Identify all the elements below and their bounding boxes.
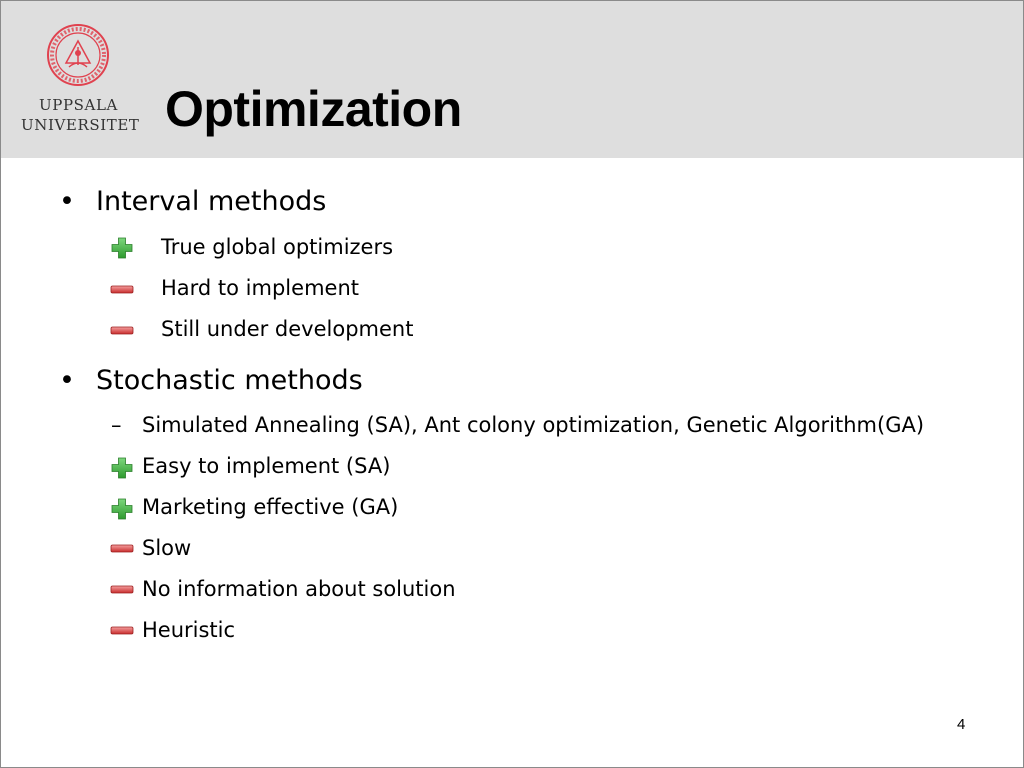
minus-icon: [110, 277, 134, 301]
dash-marker: –: [111, 413, 122, 437]
university-seal-logo: [46, 23, 110, 87]
sub-item-still-under-development: Still under development: [161, 317, 414, 341]
wordmark-line-2: UNIVERSITET: [21, 116, 140, 134]
sub-item-slow: Slow: [142, 536, 192, 560]
sub-item-hard-to-implement: Hard to implement: [161, 276, 359, 300]
minus-icon: [110, 536, 134, 560]
sub-item-marketing-effective: Marketing effective (GA): [142, 495, 399, 519]
slide-title: Optimization: [165, 81, 462, 137]
plus-icon: [110, 456, 134, 480]
sub-item-no-information: No information about solution: [142, 577, 456, 601]
bullet-dot: •: [59, 365, 75, 396]
bullet-label: Stochastic methods: [96, 365, 363, 396]
plus-icon: [110, 236, 134, 260]
minus-icon: [110, 577, 134, 601]
plus-icon: [110, 497, 134, 521]
minus-icon: [110, 618, 134, 642]
minus-icon: [110, 318, 134, 342]
bullet-dot: •: [59, 186, 75, 217]
sub-item-algorithms-list: Simulated Annealing (SA), Ant colony optimization, Genetic Algorithm(GA): [142, 413, 925, 437]
bullet-stochastic-methods: [59, 365, 363, 397]
wordmark-line-1: UPPSALA: [39, 96, 118, 114]
page-number: 4: [957, 716, 966, 733]
university-wordmark: [21, 95, 140, 135]
slide-header: [1, 1, 1023, 158]
sub-item-true-global: True global optimizers: [161, 235, 394, 259]
bullet-interval-methods: [59, 186, 326, 218]
sub-item-heuristic: Heuristic: [142, 618, 236, 642]
bullet-label: Interval methods: [96, 186, 327, 217]
sub-item-easy-to-implement: Easy to implement (SA): [142, 454, 391, 478]
